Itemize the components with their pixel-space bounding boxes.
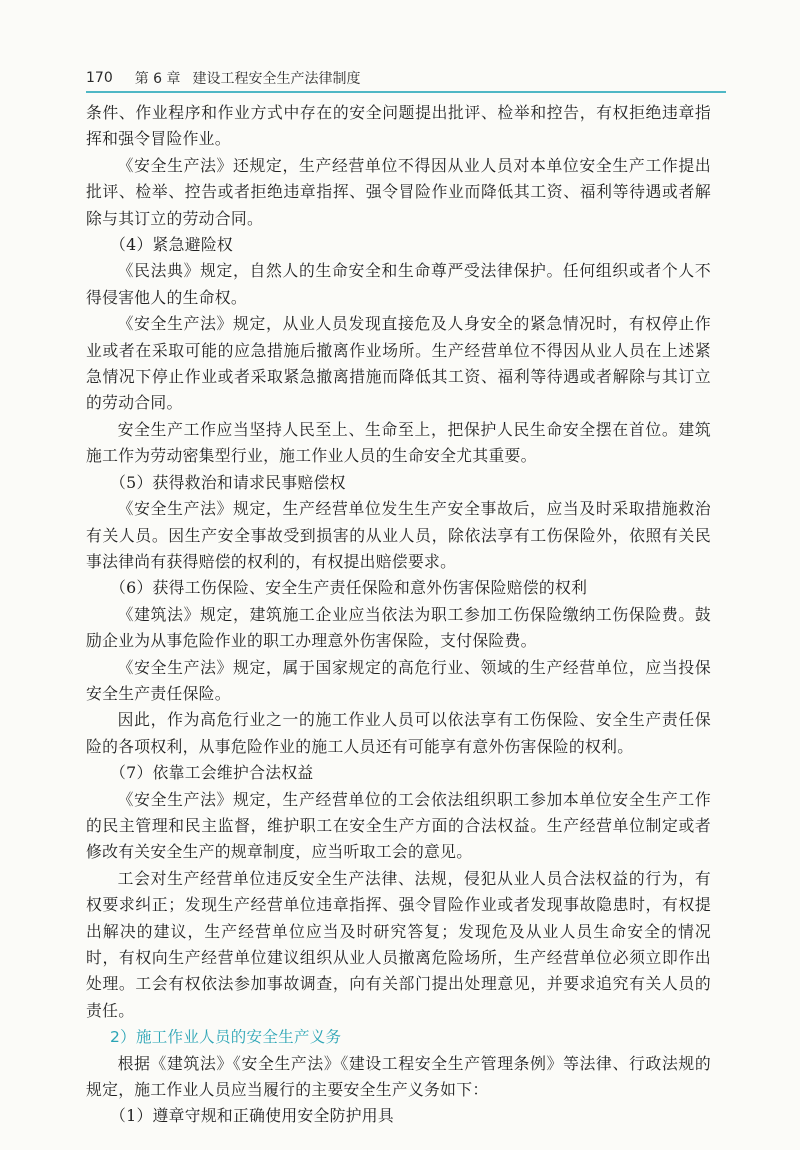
running-header — [86, 66, 726, 90]
paragraph: 《安全生产法》规定，生产经营单位发生生产安全事故后，应当及时采取措施救治有关人员。因生产安全事故受到损害的从业人员，除依法享有工伤保险外，依照有关民事法律尚有获得赔偿的权利的，有权提出赔偿要求。 — [86, 499, 711, 571]
header-rule — [86, 91, 726, 93]
paragraph: 条件、作业程序和作业方式中存在的安全问题提出批评、检举和控告，有权拒绝违章指挥和强令冒险作业。 — [86, 103, 711, 149]
subsection-title: （5）获得救治和请求民事赔偿权 — [110, 472, 346, 492]
paragraph: 安全生产工作应当坚持人民至上、生命至上，把保护人民生命安全摆在首位。建筑施工作为劳动密集型行业，施工作业人员的生命安全尤其重要。 — [86, 419, 711, 466]
paragraph: 《安全生产法》规定，生产经营单位的工会依法组织职工参加本单位安全生产工作的民主管理和民主监督，维护职工在安全生产方面的合法权益。生产经营单位制定或者修改有关安全生产的规章制度，应当听取工会的意见。 — [86, 789, 711, 862]
paragraph: 《建筑法》规定，建筑施工企业应当依法为职工参加工伤保险缴纳工伤保险费。鼓励企业为从事危险作业的职工办理意外伤害保险，支付保险费。 — [86, 604, 711, 651]
page-number: 170 — [86, 70, 113, 86]
paragraph: 《安全生产法》规定，属于国家规定的高危行业、领域的生产经营单位，应当投保安全生产责任保险。 — [86, 657, 711, 703]
subsection-title: （4）紧急避险权 — [110, 235, 234, 255]
paragraph: 《安全生产法》规定，从业人员发现直接危及人身安全的紧急情况时，有权停止作业或者在采取可能的应急措施后撤离作业场所。生产经营单位不得因从业人员在上述紧急情况下停止作业或者采取紧急撤离措施而降低其工资、福利等待遇或者解除与其订立的劳动合同。 — [86, 314, 711, 413]
paragraph: 《民法典》规定，自然人的生命安全和生命尊严受法律保护。任何组织或者个人不得侵害他人的生命权。 — [86, 261, 711, 307]
paragraph: 《安全生产法》还规定，生产经营单位不得因从业人员对本单位安全生产工作提出批评、检举、控告或者拒绝违章指挥、强令冒险作业而降低其工资、福利等待遇或者解除与其订立的劳动合同。 — [86, 155, 711, 228]
subsection-title: （1）遵章守规和正确使用安全防护用具 — [110, 1106, 394, 1126]
chapter-title: 建设工程安全生产法律制度 — [192, 71, 361, 87]
section-heading: 2）施工作业人员的安全生产义务 — [110, 1028, 342, 1047]
subsection-title: （7）依靠工会维护合法权益 — [110, 763, 314, 783]
paragraph: 根据《建筑法》《安全生产法》《建设工程安全生产管理条例》等法律、行政法规的规定，施工作业人员应当履行的主要安全生产义务如下： — [86, 1053, 711, 1100]
paragraph: 因此，作为高危行业之一的施工作业人员可以依法享有工伤保险、安全生产责任保险的各项权利，从事危险作业的施工人员还有可能享有意外伤害保险的权利。 — [86, 710, 711, 756]
paragraph: 工会对生产经营单位违反安全生产法律、法规，侵犯从业人员合法权益的行为，有权要求纠正；发现生产经营单位违章指挥、强令冒险作业或者发现事故隐患时，有权提出解决的建议，生产经营单位应当及时研究答复；发现危及从业人员生命安全的情况时，有权向生产经营单位建议组织从业人员撤离危险场所，生产经营单位必须立即作出处理。工会有权依法参加事故调查，向有关部门提出处理意见，并要求追究有关人员的责任。 — [86, 868, 711, 1020]
subsection-title: （6）获得工伤保险、安全生产责任保险和意外伤害保险赔偿的权利 — [110, 578, 588, 598]
body-text — [86, 100, 711, 1130]
chapter-label: 第 6 章 — [134, 71, 181, 87]
